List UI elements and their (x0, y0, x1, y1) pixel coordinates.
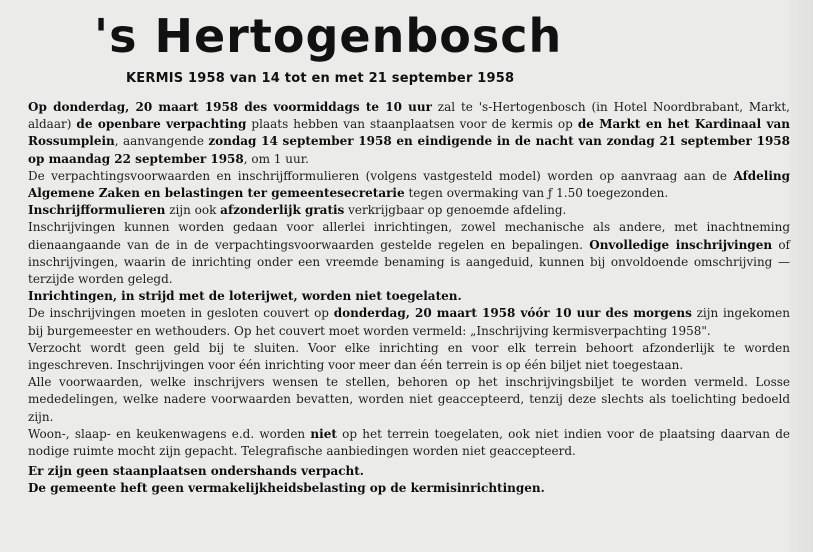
paragraph-conditions (28, 168, 790, 202)
paragraph-caravans (28, 426, 790, 460)
paragraph-forms (28, 202, 790, 219)
announcement-body (28, 99, 790, 498)
caravans-not-text: niet (310, 426, 337, 441)
registrations-rejection-text: of inschrijvingen, waarin de inrichting onder een vreemde benaming is aangeduid, kunnen bij onvoldoende omschrijving — terzijde worden gelegd. (28, 237, 790, 287)
paragraph-stipulations: Alle voorwaarden, welke inschrijvers wensen te stellen, behoren op het inschrijvingsbiljet te worden vermeld. Losse mededelingen, welke nadere voorwaarden bevatten, worden niet geaccepteerd, tenzij deze slechts als toelichting bedoeld zijn. (28, 375, 790, 424)
page-subtitle: KERMIS 1958 van 14 tot en met 21 september 1958 (126, 71, 515, 86)
auction-squares-text: de Markt en het Kardinaal van Rossumplein (28, 117, 790, 149)
auction-desc-text: plaats hebben van staanplaatsen voor de kermis op (246, 117, 578, 132)
conditions-fee-text: tegen overmaking van ƒ 1.50 toegezonden. (404, 186, 669, 201)
paragraph-auction-date (28, 99, 790, 168)
page-edge-shadow (789, 0, 813, 552)
conditions-text: De verpachtingsvoorwaarden en inschrijfformulieren (volgens vastgesteld model) worden op aanvraag aan de (28, 168, 734, 183)
paragraph-no-money: Verzocht wordt geen geld bij te sluiten. Voor elke inrichting en voor elk terrein behoort afzonderlijk te worden ingeschreven. Inschrijvingen voor één inrichting voor meer dan één terrein is op één biljet niet toegestaan. (28, 340, 790, 373)
department-name-text: Afdeling Algemene Zaken en belastingen ter gemeentesecretarie (28, 168, 790, 201)
paragraph-registrations (28, 219, 790, 288)
forms-free-text: afzonderlijk gratis (220, 203, 345, 218)
forms-connector-text: zijn ook (165, 203, 221, 218)
envelope-label-text: zijn ingekomen bij burgemeester en wethouders. Op het couvert moet worden vermeld: „Inschrijving kermisverpachting 1958". (28, 306, 790, 338)
auction-date-text: Op donderdag, 20 maart 1958 des voormiddags te 10 uur (28, 100, 432, 114)
fair-period-text: zondag 14 september 1958 en eindigende in de nacht van zondag 21 september 1958 op maandag 22 september 1958 (28, 134, 790, 166)
caravans-rest-text: op het terrein toegelaten, ook niet indien voor de plaatsing daarvan de nodige ruimte mocht zijn gepacht. Telegrafische aanbiedingen worden niet geaccepteerd. (28, 426, 791, 459)
envelope-deadline-text: donderdag, 20 maart 1958 vóór 10 uur des morgens (333, 306, 692, 321)
envelope-text: De inschrijvingen moeten in gesloten couvert op (28, 306, 334, 321)
paragraph-envelope (28, 305, 790, 339)
forms-availability-text: verkrijgbaar op genoemde afdeling. (344, 203, 567, 218)
paragraph-no-tax (28, 480, 790, 497)
page-title: 's Hertogenbosch (94, 9, 563, 63)
forms-label-text: Inschrijfformulieren (28, 203, 166, 218)
no-entertainment-tax-text: De gemeente heft geen vermakelijkheidsbelasting op de kermisinrichtingen. (28, 481, 545, 496)
auction-connector-text: , aanvangende (114, 134, 209, 149)
paragraph-lottery (28, 288, 790, 305)
incomplete-registrations-text: Onvolledige inschrijvingen (589, 237, 773, 252)
auction-location-text: zal te 's-Hertogenbosch (in Hotel Noordbrabant, Markt, aldaar) (28, 100, 790, 132)
lottery-law-text: Inrichtingen, in strijd met de loterijwet, worden niet toegelaten. (28, 289, 462, 304)
no-private-sale-text: Er zijn geen staanplaatsen ondershands verpacht. (28, 464, 364, 479)
caravans-text: Woon-, slaap- en keukenwagens e.d. worden (28, 426, 311, 441)
fair-end-time-text: , om 1 uur. (243, 151, 309, 166)
paragraph-no-private-sale (28, 463, 790, 480)
public-auction-text: de openbare verpachting (76, 117, 247, 132)
registrations-text: Inschrijvingen kunnen worden gedaan voor allerlei inrichtingen, zowel mechanische als andere, met inachtneming dienaangaande van de in de verpachtingsvoorwaarden gestelde regelen en bepalingen. (28, 220, 790, 252)
